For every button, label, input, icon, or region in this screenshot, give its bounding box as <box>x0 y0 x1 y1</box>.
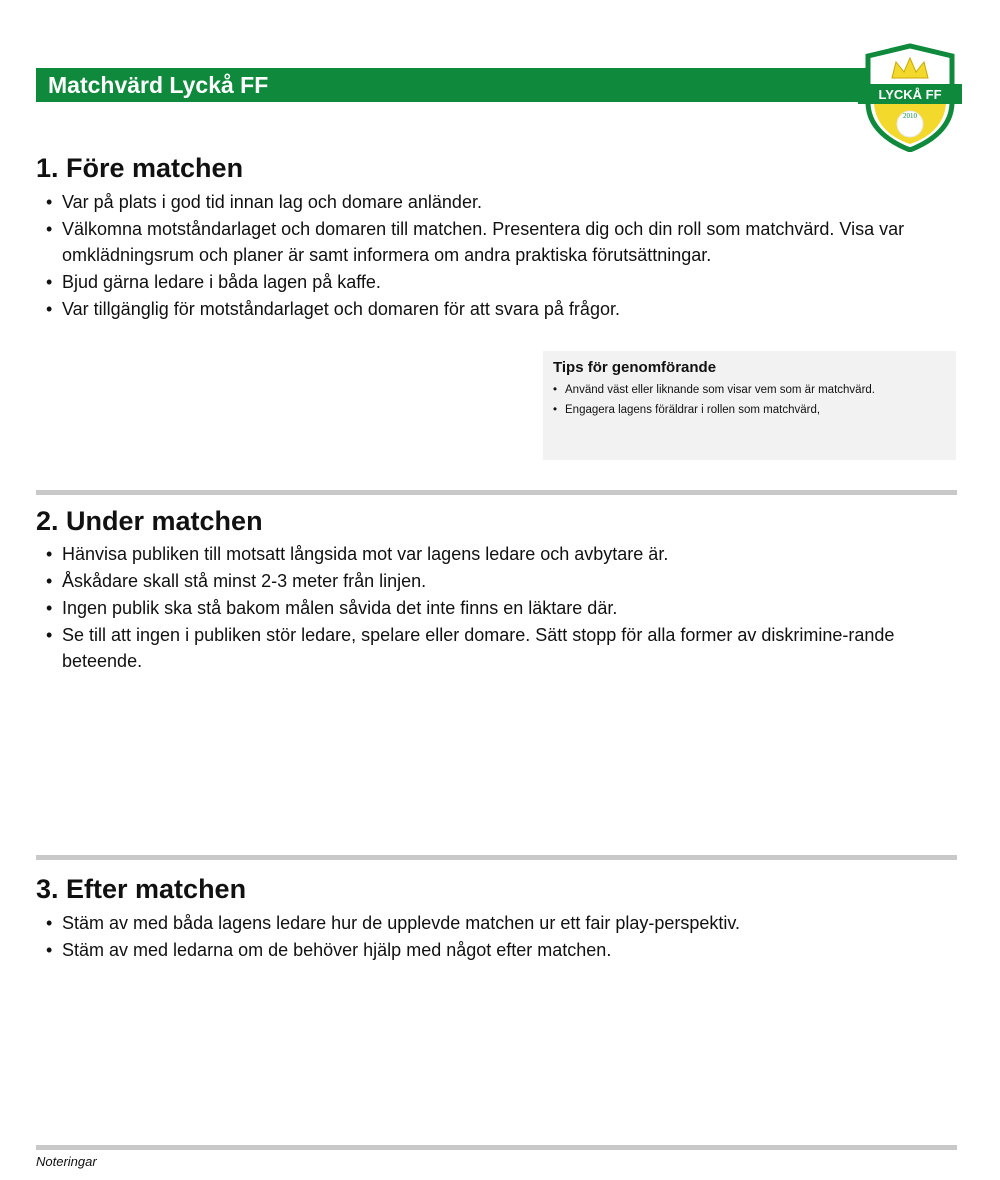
list-item: • Bjud gärna ledare i båda lagen på kaffe. <box>46 269 956 295</box>
list-item: • Åskådare skall stå minst 2-3 meter från linjen. <box>46 568 956 594</box>
list-item: • Var på plats i god tid innan lag och domare anländer. <box>46 189 956 215</box>
list-item: • Hänvisa publiken till motsatt långsida mot var lagens ledare och avbytare är. <box>46 541 956 567</box>
list-item: • Se till att ingen i publiken stör ledare, spelare eller domare. Sätt stopp för alla former av diskrimine-rande beteende. <box>46 622 956 674</box>
list-item: • Välkomna motståndarlaget och domaren till matchen. Presentera dig och din roll som matchvärd. Visa var omklädningsrum och planer är samt informera om andra praktiska förutsättningar. <box>46 216 956 268</box>
tips-title: Tips för genomförande <box>553 359 717 376</box>
club-crest-icon <box>858 42 962 152</box>
document-title: Matchvärd Lyckå FF <box>48 72 269 98</box>
section-divider <box>36 490 957 495</box>
list-item: • Ingen publik ska stå bakom målen såvida det inte finns en läktare där. <box>46 595 956 621</box>
logo-text: LYCKÅ FF <box>878 87 942 102</box>
list-item: • Engagera lagens föräldrar i rollen som matchvärd, <box>553 400 946 420</box>
section-divider <box>36 1145 957 1150</box>
list-item: • Använd väst eller liknande som visar vem som är matchvärd. <box>553 380 946 400</box>
section-title-efter: 3. Efter matchen <box>36 874 247 904</box>
list-item: • Var tillgänglig för motståndarlaget och domaren för att svara på frågor. <box>46 296 956 322</box>
notes-label: Noteringar <box>36 1154 97 1169</box>
logo-year: 2010 <box>903 112 917 120</box>
section-list-under <box>46 541 956 675</box>
section-divider <box>36 855 957 860</box>
section-list-fore <box>46 189 956 323</box>
list-item: • Stäm av med båda lagens ledare hur de upplevde matchen ur ett fair play-perspektiv. <box>46 910 956 936</box>
section-title-fore: 1. Före matchen <box>36 153 244 183</box>
tips-box <box>543 351 956 460</box>
list-item: • Stäm av med ledarna om de behöver hjälp med något efter matchen. <box>46 937 956 963</box>
section-title-under: 2. Under matchen <box>36 506 263 536</box>
section-list-efter <box>46 910 956 964</box>
tips-list <box>553 380 946 420</box>
header-bar <box>36 68 876 102</box>
